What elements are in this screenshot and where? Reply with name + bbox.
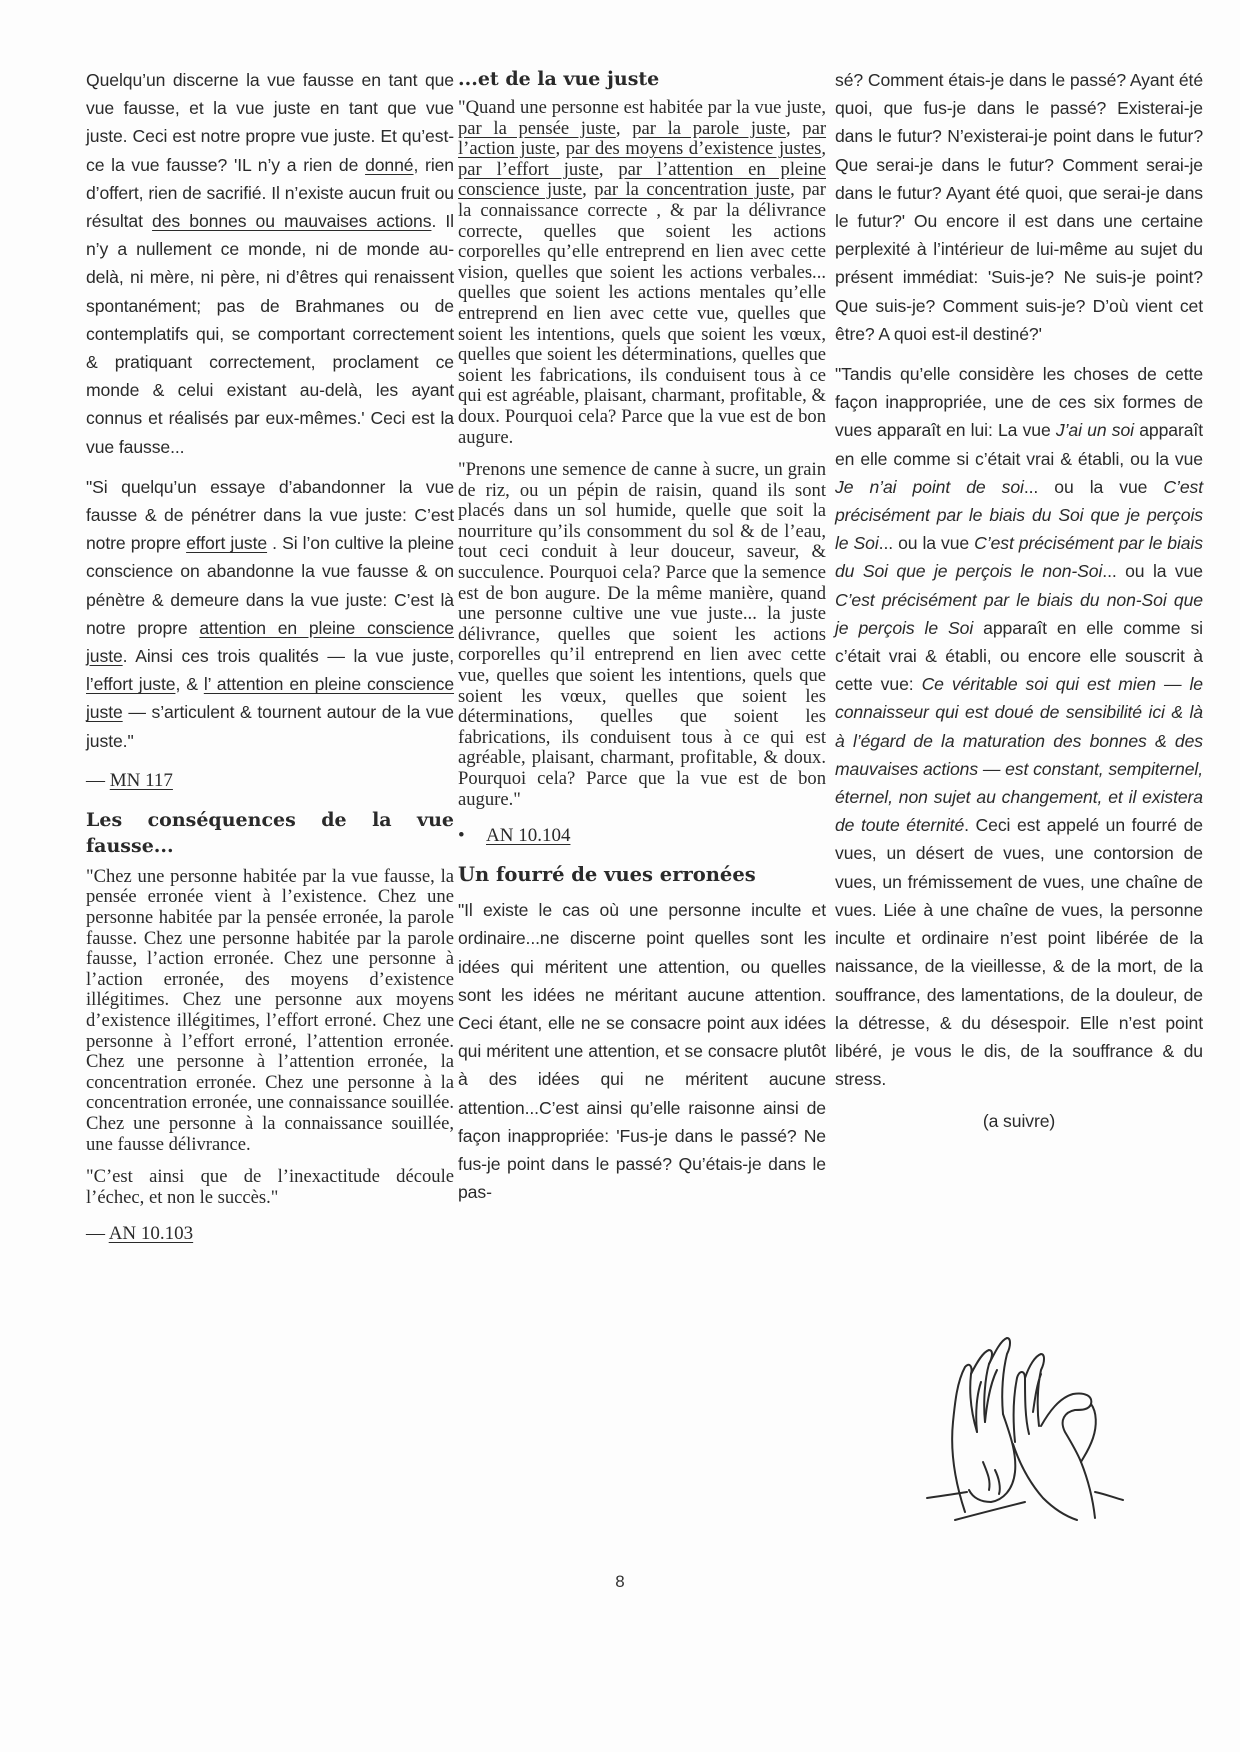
text-span: . Ceci est appelé un fourré de vues, un désert de vues, une contorsion de vues, un frémissement de vues, une chaîne de vues. Liée à une chaîne de vues, la personne inculte et ordinaire n’est point libérée de la naissance, de la vieillesse, & de la mort, de la souffrance, des lamentations, de la douleur, de la détresse, & du désespoir. Elle n’est point libéré, je vous le dis, de la souffrance & du stress. (835, 815, 1203, 1090)
text-span: , & (175, 674, 204, 695)
page-number: 8 (615, 1572, 625, 1591)
text-span: . Il n’y a nullement ce monde, ni de monde au-delà, ni mère, ni père, ni d’êtres qui renaissent spontanément; pas de Brahmanes ou de contemplatifs qui, se comportant correctement & pratiquant correctement, proclament ce monde & celui existant au-delà, les ayant connus et réalisés par eux-mêmes.' Ceci est la vue fausse... (86, 211, 454, 457)
right-thumb-ring (1041, 1393, 1091, 1462)
underlined-phrase: attention en pleine conscience juste (86, 617, 454, 667)
left-finger (971, 1350, 992, 1422)
left-finger (989, 1338, 1010, 1414)
heading-right-view: ...et de la vue juste (458, 68, 660, 90)
text-span: Quelqu’un discerne la vue fausse en tant que vue fausse, et la vue juste en tant que vue juste. Ceci est notre propre vue juste. Et qu’est-ce la vue fausse? 'IL n’y a rien de (86, 70, 454, 175)
underlined-phrase: par la pensée juste (458, 117, 616, 139)
paragraph-failure-quote: "C’est ainsi que de l’inexactitude découle l’échec, et non le succès." (86, 1166, 454, 1208)
underlined-phrase: effort juste (186, 533, 268, 554)
citation-link[interactable]: AN 10.103 (108, 1223, 194, 1245)
paragraph-wrong-view-definition (86, 66, 454, 461)
text-span: "Si quelqu’un essaye d’abandonner la vue fausse & de pénétrer dans la vue juste: C’est notre propre (86, 476, 454, 554)
right-palm-edge (1081, 1462, 1095, 1518)
underlined-phrase: par l’action juste (458, 117, 827, 160)
palm-crease (995, 1470, 1000, 1494)
text-span: apparaît en elle comme si c’était vrai & établi, ou la vue (835, 420, 1203, 469)
italic-phrase: C’est précisément par le biais du non-Soi que je perçois le Soi (835, 589, 1203, 638)
text-span: . Ainsi ces trois qualités — la vue juste, (122, 646, 454, 667)
underlined-phrase: des bonnes ou mauvaises actions (152, 211, 432, 232)
left-finger (976, 1382, 981, 1432)
text-span: , (785, 117, 803, 139)
text-span: — s’articulent & tournent autour de la vue juste." (86, 702, 454, 751)
text-span: . Si l’on cultive la pleine conscience on abandonne la vue fausse & on pénètre & demeure dans la vue juste: C’est là notre propre (86, 533, 454, 638)
right-thumb (1081, 1404, 1096, 1462)
column-3 (835, 66, 1203, 1136)
italic-phrase: J’ai un soi (1055, 420, 1134, 441)
underlined-phrase: l’effort juste (86, 674, 176, 695)
heading-thicket-of-views: Un fourré de vues erronées (458, 863, 756, 887)
text-span: "Quand une personne est habitée par la vue juste, (458, 97, 826, 118)
bullet-icon: • (458, 825, 465, 847)
column-1 (86, 66, 454, 1246)
paragraph-six-views (835, 360, 1203, 1093)
right-palm (1013, 1444, 1077, 1520)
text-span: , (555, 138, 566, 160)
wrist-line (1095, 1492, 1123, 1500)
underlined-phrase: par l’effort juste (458, 158, 599, 180)
text-span: ... ou la vue (1102, 561, 1203, 582)
paragraph-right-view-person (458, 98, 826, 448)
text-span: ... ou la vue (1023, 476, 1164, 497)
heading-consequences-wrong-view: Les conséquences de la vue fausse... (86, 808, 454, 857)
em-dash: — (86, 769, 110, 791)
text-span: apparaît en elle comme si c’était vrai & établi, ou encore elle souscrit à cette vue: (835, 617, 1203, 695)
underlined-phrase: par des moyens d’existence justes (565, 138, 822, 160)
paragraph-chain-of-wrongness: "Chez une personne habitée par la vue fausse, la pensée erronée vient à l’existence. Chez une personne habitée par la pensée erronée, la parole fausse. Chez une personne habitée par la parole fausse, l’action erronée. Chez une personne à l’action erronée, des moyens d’existence illégitimes. Chez une personne aux moyens d’existence illégitimes, l’effort erroné. Chez une personne à l’effort erroné, l’attention erronée. Chez une personne à l’attention erronée, la concentration erronée. Chez une personne à la concentration erronée, une connaissance souillée. Chez une personne à la connaissance souillée, une fausse délivrance. (86, 865, 454, 1155)
underlined-phrase: l’ attention en pleine conscience juste (86, 674, 455, 723)
text-span: , (582, 179, 595, 201)
to-be-continued: (a suivre) (982, 1111, 1056, 1132)
paragraph-inappropriate-attention: "Il existe le cas où une personne inculte et ordinaire...ne discerne point quelles sont les idées qui méritent une attention, ou quelles sont les idées ne méritant aucune attention. Ceci étant, elle ne se consacre point aux idées qui méritent une attention, et se consacre plutôt à des idées qui ne méritent aucune attention...C’est ainsi qu’elle raisonne ainsi de façon inappropriée: 'Fus-je dans le passé? Ne fus-je point dans le passé? Qu’étais-je dans le pas- (458, 900, 826, 1203)
citation-link[interactable]: AN 10.104 (486, 825, 571, 847)
right-finger (1014, 1372, 1029, 1442)
mudra-hands-illustration (925, 1322, 1125, 1522)
italic-phrase: Je n’ai point de soi (835, 476, 1024, 497)
paragraph-right-effort (86, 473, 454, 755)
text-span: , (821, 138, 827, 160)
italic-phrase: C’est précisément par le biais du Soi que je perçois le Soi (835, 476, 1203, 554)
underlined-phrase: par la parole juste (632, 117, 786, 139)
citation-mn-117 (86, 769, 454, 793)
underlined-phrase: par la concentration juste (594, 179, 791, 201)
underlined-phrase: par l’attention en pleine conscience juste (458, 158, 826, 201)
column-2 (458, 66, 826, 1206)
italic-phrase: C’est précisément par le biais du Soi que je perçois le non-Soi (835, 533, 1203, 582)
text-span: "Tandis qu’elle considère les choses de cette façon inappropriée, une de ces six formes de vues apparaît en lui: La vue (835, 364, 1203, 441)
text-span: ... ou la vue (878, 533, 975, 554)
underlined-phrase: donné (365, 154, 414, 175)
paragraph-seed-analogy: "Prenons une semence de canne à sucre, un grain de riz, ou un pépin de raisin, quand ils sont placés dans un sol humide, quelle que soit la nourriture qu’ils consomment du sol & de l’eau, tout ceci conduit à leur douceur, saveur, & succulence. Pourquoi cela? Parce que la semence est de bon augure. De la même manière, quand une personne cultive une vue juste... la juste délivrance, quelles que soient les actions corporelles qu’il entreprend en lien avec cette vue, quelles que soient les intentions, quels que soient les vœux, quelles que soient les déterminations, quelles que soient les fabrications, ils conduisent tous à ce qui est agréable, plaisant, charmant, profitable, & doux. Pourquoi cela? Parce que la vue est de bon augure." (458, 459, 826, 810)
palm-crease (983, 1462, 990, 1490)
text-span: , (615, 117, 633, 139)
text-span: , rien d’offert, rien de sacrifié. Il n’existe aucun fruit ou résultat (86, 154, 454, 232)
em-dash: — (86, 1223, 109, 1245)
right-finger (1025, 1354, 1044, 1426)
citation-link[interactable]: MN 117 (109, 769, 173, 791)
left-hand-outline (952, 1365, 977, 1512)
text-span: , par la connaissance correcte , & par la délivrance correcte, quelles que soient les actions corporelles qu’elle entreprend en lien avec cette vision, quelles que soient les actions verbales... quelles que soient les actions mentales qu’elle entreprend en lien avec cette vue, quelles que soient les intentions, quels que soient les vœux, quelles que soient les déterminations, quelles que soient les fabrications, ils conduisent tous à ce qui est agréable, plaisant, charmant, profitable, & doux. Pourquoi cela? Parce que la vue est de bon augure. (458, 179, 826, 448)
paragraph-questions-past-future: sé? Comment étais-je dans le passé? Ayant été quoi, que fus-je dans le passé? Existerai-je dans le futur? N’existerai-je point dans le futur? Que serai-je dans le futur? Comment serai-je dans le futur? Ayant été quoi, que serai-je dans le futur?' Ou encore il est dans une certaine perplexité à l’intérieur de lui-même au sujet du présent immédiat: 'Suis-je? Ne suis-je point? Que suis-je? Comment suis-je? D’où vient cet être? A quoi est-il destiné?' (835, 70, 1203, 344)
citation-an-10-103 (86, 1222, 454, 1246)
text-span: , (598, 158, 619, 180)
citation-an-10-104 (458, 824, 826, 848)
italic-phrase: Ce véritable soi qui est mien — le connaisseur qui est doué de sensibilité ici & là à l’égard de la maturation des bonnes & des mauvaises actions — est constant, sempiternel, éternel, non sujet au changement, et il existera de toute éternité (835, 674, 1203, 836)
